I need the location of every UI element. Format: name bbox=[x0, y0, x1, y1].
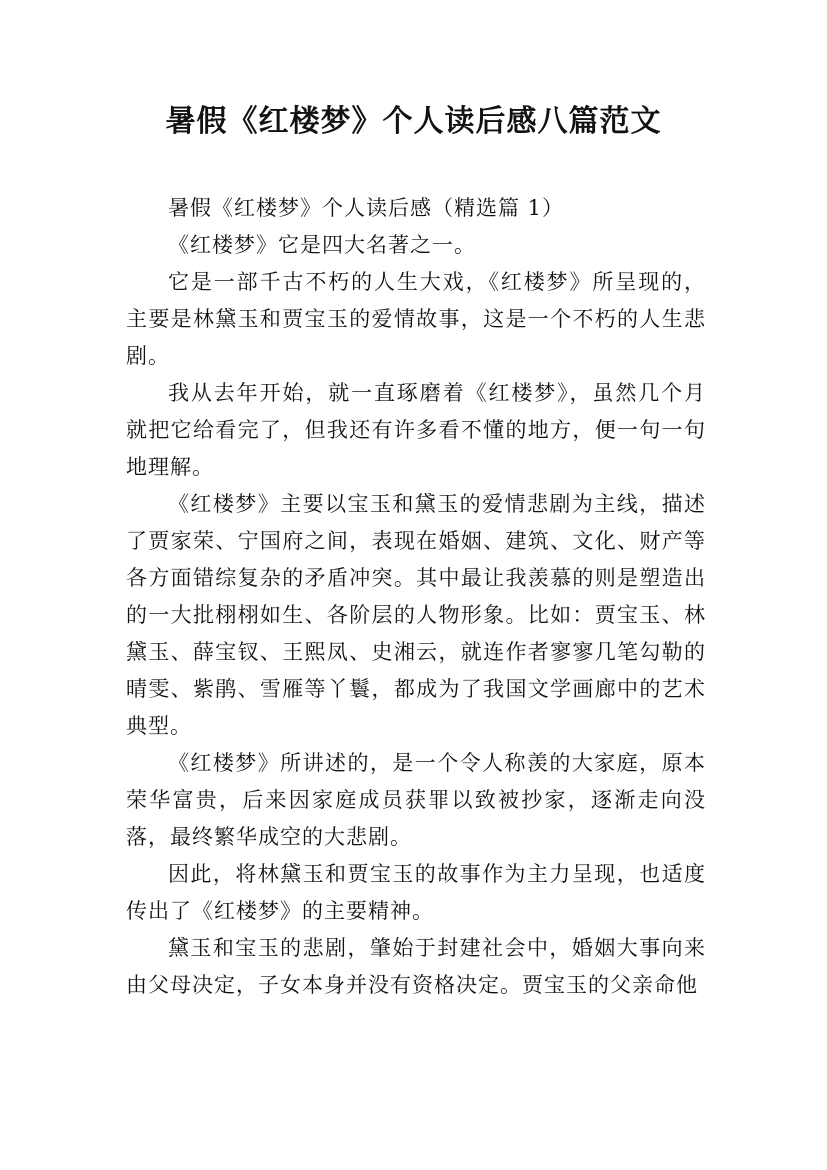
paragraph: 《红楼梦》主要以宝玉和黛玉的爱情悲剧为主线，描述了贾家荣、宁国府之间，表现在婚姻、建筑、文化、财产等各方面错综复杂的矛盾冲突。其中最让我羡慕的则是塑造出的一大批栩栩如生、各阶层的人物形象。比如：贾宝玉、林黛玉、薛宝钗、王熙凤、史湘云，就连作者寥寥几笔勾勒的晴雯、紫鹃、雪雁等丫鬟，都成为了我国文学画廊中的艺术典型。 bbox=[126, 492, 706, 738]
document-title: 暑假《红楼梦》个人读后感八篇范文 bbox=[165, 104, 662, 139]
paragraph: 《红楼梦》它是四大名著之一。 bbox=[168, 233, 476, 257]
paragraph: 《红楼梦》所讲述的，是一个令人称羡的大家庭，原本荣华富贵，后来因家庭成员获罪以致被抄家，逐渐走向没落，最终繁华成空的大悲剧。 bbox=[126, 751, 706, 849]
paragraph: 因此，将林黛玉和贾宝玉的故事作为主力呈现，也适度传出了《红楼梦》的主要精神。 bbox=[126, 862, 706, 923]
paragraph: 黛玉和宝玉的悲剧，肇始于封建社会中，婚姻大事向来由父母决定，子女本身并没有资格决定。贾宝玉的父亲命他 bbox=[126, 936, 706, 997]
paragraph: 它是一部千古不朽的人生大戏，《红楼梦》所呈现的，主要是林黛玉和贾宝玉的爱情故事，这是一个不朽的人生悲剧。 bbox=[126, 270, 706, 368]
paragraph-section-heading: 暑假《红楼梦》个人读后感（精选篇 1） bbox=[168, 196, 565, 220]
paragraph: 我从去年开始，就一直琢磨着《红楼梦》，虽然几个月就把它给看完了，但我还有许多看不懂的地方，便一句一句地理解。 bbox=[126, 381, 706, 479]
document-body bbox=[126, 190, 706, 1004]
